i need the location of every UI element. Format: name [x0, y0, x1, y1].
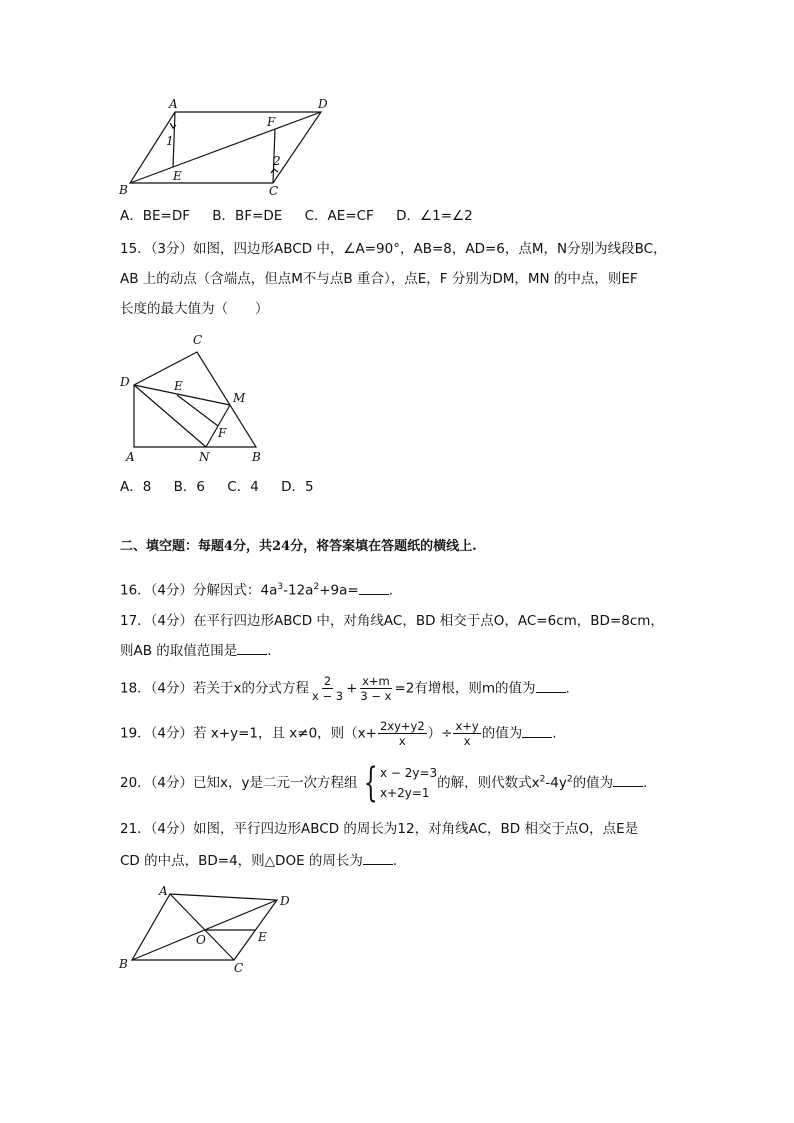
q16-answer-blank [359, 582, 389, 595]
label-e: E [173, 169, 182, 183]
q19-fraction-1-denominator: x [398, 734, 406, 748]
q16-suffix: +9a= [319, 582, 359, 599]
q16-prefix: 16．（4分）分解因式：4a [120, 582, 278, 599]
section-2-heading: 二、填空题：每题4分，共24分，将答案填在答题纸的横线上. [120, 539, 477, 554]
q15-line-2: AB 上的动点（含端点，但点M不与点B 重合），点E，F 分别为DM，MN 的中点，则EF [120, 271, 638, 287]
q20-suffix: 的值为 [572, 775, 614, 791]
q19-fraction-2-numerator: x+y [455, 719, 479, 733]
q17-line-1: 17．（4分）在平行四边形ABCD 中，对角线AC，BD 相交于点O，AC=6cm，BD=8cm， [120, 613, 664, 629]
q20-end: . [643, 775, 648, 791]
q15-line-1: 15．（3分）如图，四边形ABCD 中，∠A=90°，AB=8，AD=6，点M，N分别为线段BC， [120, 241, 667, 257]
q19-answer-blank [522, 725, 552, 738]
label-n: N [199, 450, 210, 464]
q18-fraction-1-numerator: 2 [323, 674, 332, 688]
q16 [120, 578, 393, 600]
label-o: O [196, 933, 206, 947]
label-e: E [258, 930, 267, 944]
q14-option-c: C．AE=CF [304, 208, 374, 224]
q19-fraction-2 [453, 719, 480, 748]
q18-fraction-2-denominator: 3 − x [360, 689, 392, 703]
q19-fraction-2-denominator: x [463, 734, 471, 748]
label-f: F [267, 115, 276, 129]
label-m: M [233, 391, 246, 405]
q21-answer-blank [363, 852, 393, 865]
q20-equation-1: x − 2y=3 [379, 766, 438, 780]
q18-prefix: 18．（4分）若关于x的分式方程 [120, 680, 310, 697]
label-a: A [126, 450, 135, 464]
q18-fraction-2 [358, 674, 393, 703]
q19-prefix: 19．（4分）若 x+y=1，且 x≠0，则（x+ [120, 725, 377, 742]
q20-exponent-2: 2 [566, 774, 573, 785]
q21-end: . [392, 853, 398, 869]
q18-suffix: =2有增根，则m的值为 [394, 680, 536, 697]
label-2: 2 [273, 154, 281, 168]
q20-mid-2: -4y [545, 775, 567, 791]
q19-suffix: 的值为 [481, 725, 523, 742]
q19-fraction-1 [378, 719, 427, 748]
q20-prefix: 20．（4分）已知x，y是二元一次方程组 [120, 775, 358, 791]
q19-end: . [552, 725, 557, 742]
q15-option-a: A．8 [120, 479, 152, 495]
q20-left-brace: { [363, 760, 378, 806]
label-b: B [119, 957, 128, 971]
q20-answer-blank [613, 774, 643, 787]
segment-dn [134, 385, 206, 447]
q14-options [120, 207, 491, 225]
label-d: D [120, 375, 130, 389]
q18-fraction-2-numerator: x+m [362, 674, 390, 688]
q14-option-b: B．BF=DE [212, 208, 283, 224]
diagonal-bd [130, 112, 321, 183]
label-b: B [252, 450, 261, 464]
q18-fraction-1 [310, 674, 345, 703]
q18-fraction-1-denominator: x − 3 [312, 689, 344, 703]
q16-end: . [388, 582, 393, 599]
angle-2-arc [271, 169, 278, 173]
q15-line-3: 长度的最大值为（ ） [120, 301, 269, 317]
q16-exponent-2: 2 [313, 582, 320, 592]
q20-exponent-1: 2 [539, 774, 546, 785]
q14-option-d: D．∠1=∠2 [396, 208, 473, 224]
q17-answer-blank [237, 642, 267, 655]
label-b: B [119, 183, 128, 197]
q18-end: . [565, 680, 570, 697]
q15-option-b: B．6 [173, 479, 205, 495]
parallelogram-figure-q21 [112, 880, 302, 980]
parallelogram-abcd-q21 [132, 894, 277, 960]
q15-options [120, 478, 332, 496]
label-a: A [159, 884, 168, 898]
q17-line-2 [120, 642, 272, 660]
q18-answer-blank [536, 680, 566, 693]
q19-fraction-1-numerator: 2xy+y2 [379, 719, 425, 733]
label-c: C [269, 184, 279, 198]
q21-line-1: 21．（4分）如图，平行四边形ABCD 的周长为12，对角线AC，BD 相交于点O，点E是 [120, 821, 639, 837]
q20-mid: 的解，则代数式x [437, 775, 540, 791]
segment-ef [177, 395, 218, 426]
q18-plus: + [346, 680, 358, 697]
label-d: D [318, 97, 328, 111]
q19-mid: ）÷ [427, 725, 453, 742]
q20-equation-system [358, 760, 438, 806]
q19 [120, 719, 557, 748]
q14-option-a: A．BE=DF [120, 208, 190, 224]
q16-mid: -12a [283, 582, 314, 599]
label-d: D [280, 894, 290, 908]
q20 [120, 760, 648, 806]
q20-equation-2: x+2y=1 [379, 786, 430, 800]
label-a: A [169, 97, 178, 111]
q15-option-c: C．4 [227, 479, 259, 495]
q21-line-2-text: CD 的中点，BD=4，则△DOE 的周长为 [120, 853, 363, 869]
q21-line-2 [120, 852, 397, 870]
q17-end: . [267, 643, 272, 659]
quadrilateral-figure-q15 [115, 330, 275, 465]
label-f: F [218, 426, 227, 440]
q16-exponent-1: 3 [277, 582, 284, 592]
label-e: E [174, 379, 183, 393]
diagonal-ac [170, 894, 234, 960]
label-c: C [193, 333, 203, 347]
q17-line-2-text: 则AB 的取值范围是 [120, 643, 238, 659]
label-c: C [234, 961, 244, 975]
label-1: 1 [166, 134, 174, 148]
parallelogram-figure-q14 [110, 95, 340, 200]
q18 [120, 674, 570, 703]
q15-option-d: D．5 [281, 479, 314, 495]
